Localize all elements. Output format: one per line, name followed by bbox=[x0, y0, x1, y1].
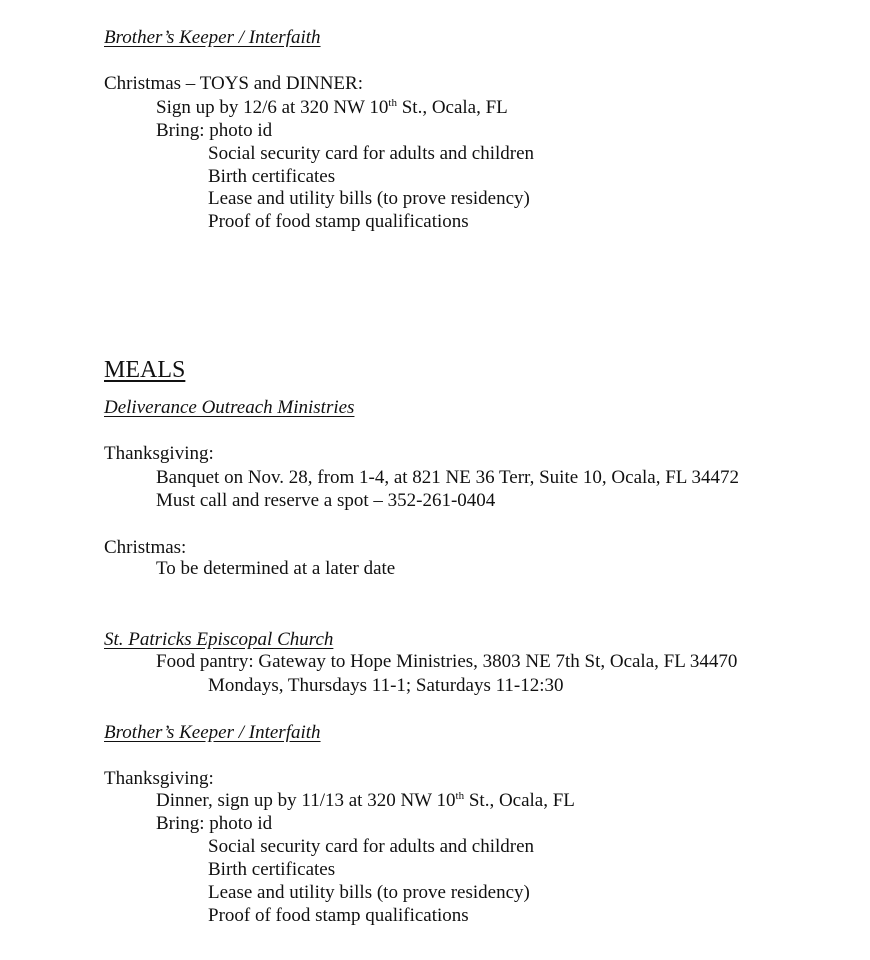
event-label-christmas: Christmas: bbox=[104, 537, 187, 558]
banquet-line: Banquet on Nov. 28, from 1-4, at 821 NE 36 Terr, Suite 10, Ocala, FL 34472 bbox=[156, 467, 739, 488]
requirement-item: Proof of food stamp qualifications bbox=[208, 905, 469, 926]
event-label-thanksgiving: Thanksgiving: bbox=[104, 443, 214, 464]
event-label-christmas: Christmas – TOYS and DINNER: bbox=[104, 73, 363, 94]
requirement-item: Lease and utility bills (to prove residency) bbox=[208, 188, 530, 209]
reserve-line: Must call and reserve a spot – 352-261-0404 bbox=[156, 490, 496, 511]
requirement-item: Proof of food stamp qualifications bbox=[208, 211, 469, 232]
dinner-text: Dinner, sign up by 11/13 at 320 NW 10 bbox=[156, 790, 456, 811]
signup-text-end: St., Ocala, FL bbox=[396, 97, 508, 118]
org-heading-st-patricks: St. Patricks Episcopal Church bbox=[104, 629, 334, 650]
signup-superscript: th bbox=[388, 97, 397, 109]
requirement-item: Social security card for adults and children bbox=[208, 836, 535, 857]
org-heading-brothers-keeper: Brother’s Keeper / Interfaith bbox=[104, 722, 321, 743]
requirement-item: Lease and utility bills (to prove residency) bbox=[208, 882, 530, 903]
pantry-hours-line: Mondays, Thursdays 11-1; Saturdays 11-12:30 bbox=[208, 675, 564, 696]
signup-line bbox=[156, 97, 508, 119]
requirement-item: Social security card for adults and children bbox=[208, 143, 535, 164]
christmas-tbd-line: To be determined at a later date bbox=[156, 558, 396, 579]
bring-line: Bring: photo id bbox=[156, 120, 273, 141]
dinner-signup-line bbox=[156, 790, 575, 812]
dinner-text-end: St., Ocala, FL bbox=[464, 790, 575, 811]
event-label-thanksgiving: Thanksgiving: bbox=[104, 768, 214, 789]
food-pantry-line: Food pantry: Gateway to Hope Ministries, 3803 NE 7th St, Ocala, FL 34470 bbox=[156, 651, 738, 672]
section-title-meals: MEALS bbox=[104, 357, 186, 383]
requirement-item: Birth certificates bbox=[208, 166, 336, 187]
requirement-item: Birth certificates bbox=[208, 859, 336, 880]
org-heading-brothers-keeper: Brother’s Keeper / Interfaith bbox=[104, 27, 321, 48]
org-heading-deliverance: Deliverance Outreach Ministries bbox=[104, 397, 355, 418]
dinner-superscript: th bbox=[455, 790, 465, 802]
signup-text: Sign up by 12/6 at 320 NW 10 bbox=[156, 97, 389, 118]
bring-line: Bring: photo id bbox=[156, 813, 273, 834]
